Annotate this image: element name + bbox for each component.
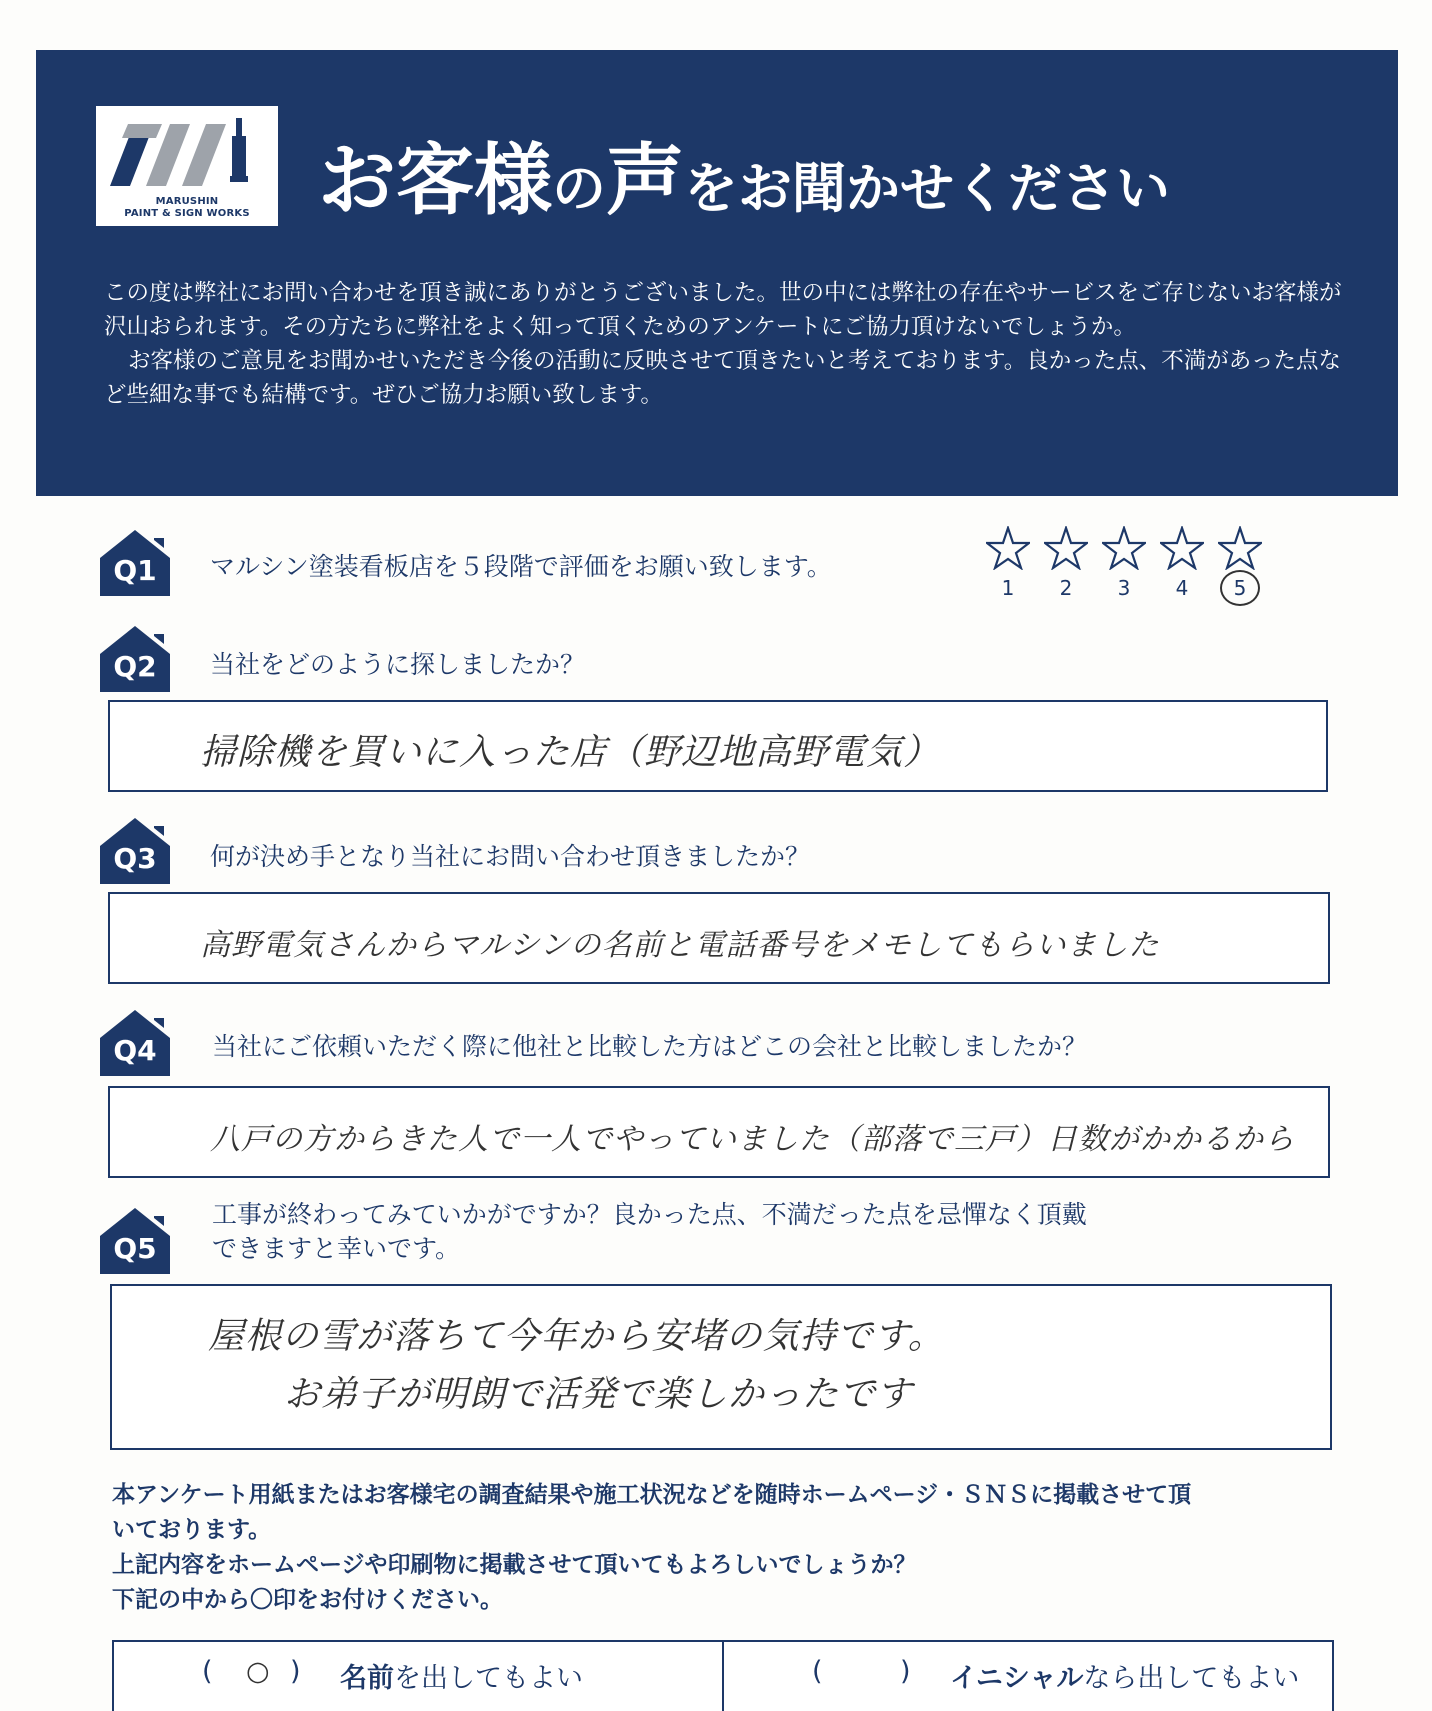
q5-answer-line-1: 屋根の雪が落ちて今年から安堵の気持です。 [208, 1316, 945, 1357]
q5-question [212, 1198, 1087, 1266]
choice-label-bold: イニシャル [950, 1663, 1084, 1694]
title-part-4: をお聞かせください [684, 157, 1171, 220]
star-outline-icon [1044, 526, 1088, 570]
notice-line-2: いております。 [112, 1517, 272, 1543]
star-4[interactable] [1160, 526, 1204, 570]
q5-answer-box[interactable] [110, 1284, 1332, 1450]
notice-line-3: 上記内容をホームページや印刷物に掲載させて頂いてもよろしいでしょうか？ [112, 1552, 917, 1578]
intro-paragraph-2: お客様のご意見をお聞かせいただき今後の活動に反映させて頂きたいと考えております。良かった点、不満があった点など些細な事でも結構です。ぜひご協力お願い致します。 [104, 348, 1341, 408]
logo-text-line2: PAINT & SIGN WORKS [124, 208, 250, 219]
header-banner [36, 50, 1398, 496]
notice-line-4: 下記の中から〇印をお付けください。 [112, 1587, 503, 1613]
q1-question: マルシン塗装看板店を５段階で評価をお願い致します。 [210, 552, 832, 581]
star-label-4: 4 [1175, 576, 1189, 600]
q4-badge-label: Q4 [113, 1034, 157, 1067]
title-part-2: の [552, 157, 607, 220]
logo-text-line1: MARUSHIN [155, 196, 219, 207]
title-part-3: 声 [606, 136, 685, 226]
selected-rating-circle [1220, 570, 1260, 606]
q5-question-line-2: できますと幸いです。 [212, 1234, 461, 1263]
q4-answer-text: 八戸の方からきた人で一人でやっていました（部落で三戸）日数がかかるから [210, 1122, 1295, 1157]
page-title [318, 118, 1358, 228]
q5-question-line-1: 工事が終わってみていかがですか？良かった点、不満だった点を忌憚なく頂戴 [212, 1200, 1087, 1229]
star-5[interactable] [1218, 526, 1262, 570]
star-outline-icon [1102, 526, 1146, 570]
q1-badge-label: Q1 [113, 554, 157, 587]
choice-initials-ok[interactable] [722, 1642, 1332, 1711]
q4-badge [100, 1010, 178, 1076]
choice-paren-open: ( [812, 1656, 823, 1687]
star-outline-icon [1218, 526, 1262, 570]
star-2[interactable] [1044, 526, 1088, 570]
q2-answer-text: 掃除機を買いに入った店（野辺地高野電気） [200, 732, 941, 773]
q2-question: 当社をどのように探しましたか？ [210, 650, 586, 679]
choice-label-rest: を出してもよい [394, 1663, 583, 1694]
star-1[interactable] [986, 526, 1030, 570]
q2-answer-box[interactable] [108, 700, 1328, 792]
choice-paren-close: ) [900, 1656, 911, 1687]
intro-paragraph-1: この度は弊社にお問い合わせを頂き誠にありがとうございました。世の中には弊社の存在やサービスをご存じないお客様が沢山おられます。その方たちに弊社をよく知って頂くためのアンケートにご協力頂けないでしょうか。 [104, 280, 1342, 340]
q4-answer-box[interactable] [108, 1086, 1330, 1178]
choice-label [950, 1656, 1299, 1695]
q2-badge-label: Q2 [113, 650, 157, 683]
star-label-3: 3 [1117, 576, 1131, 600]
q3-answer-box[interactable] [108, 892, 1330, 984]
publication-choice-table [112, 1640, 1334, 1711]
q3-answer-text: 高野電気さんからマルシンの名前と電話番号をメモしてもらいました [200, 928, 1160, 963]
q3-badge [100, 818, 178, 884]
star-label-2: 2 [1059, 576, 1073, 600]
q5-badge [100, 1208, 178, 1274]
rating-stars[interactable] [986, 526, 1262, 606]
star-3[interactable] [1102, 526, 1146, 570]
star-label-1: 1 [1001, 576, 1015, 600]
choice-paren-open: ( [202, 1656, 213, 1687]
choice-label [340, 1656, 583, 1695]
q3-question: 何が決め手となり当社にお問い合わせ頂きましたか？ [210, 842, 811, 871]
choice-paren-close: ) [290, 1656, 301, 1687]
q1-badge [100, 530, 178, 596]
q4-question: 当社にご依頼いただく際に他社と比較した方はどこの会社と比較しましたか？ [212, 1032, 1088, 1061]
notice-line-1: 本アンケート用紙またはお客様宅の調査結果や施工状況などを随時ホームページ・ＳＮＳに掲載させて頂 [112, 1482, 1192, 1508]
publication-notice [112, 1478, 1342, 1618]
logo-emblem-icon [104, 114, 270, 194]
q5-badge-label: Q5 [113, 1232, 157, 1265]
q2-badge [100, 626, 178, 692]
star-outline-icon [986, 526, 1030, 570]
choice-label-rest: なら出してもよい [1083, 1663, 1300, 1694]
intro-text [104, 276, 1354, 412]
choice-mark: ○ [246, 1656, 270, 1687]
star-outline-icon [1160, 526, 1204, 570]
q3-badge-label: Q3 [113, 842, 157, 875]
star-label-5: 5 [1233, 576, 1247, 600]
q5-answer-line-2: お弟子が明朗で活発で楽しかったです [284, 1374, 914, 1415]
choice-name-ok[interactable] [114, 1642, 722, 1711]
choice-label-bold: 名前 [340, 1663, 394, 1694]
title-part-1: お客様 [318, 136, 553, 226]
company-logo [96, 106, 278, 226]
